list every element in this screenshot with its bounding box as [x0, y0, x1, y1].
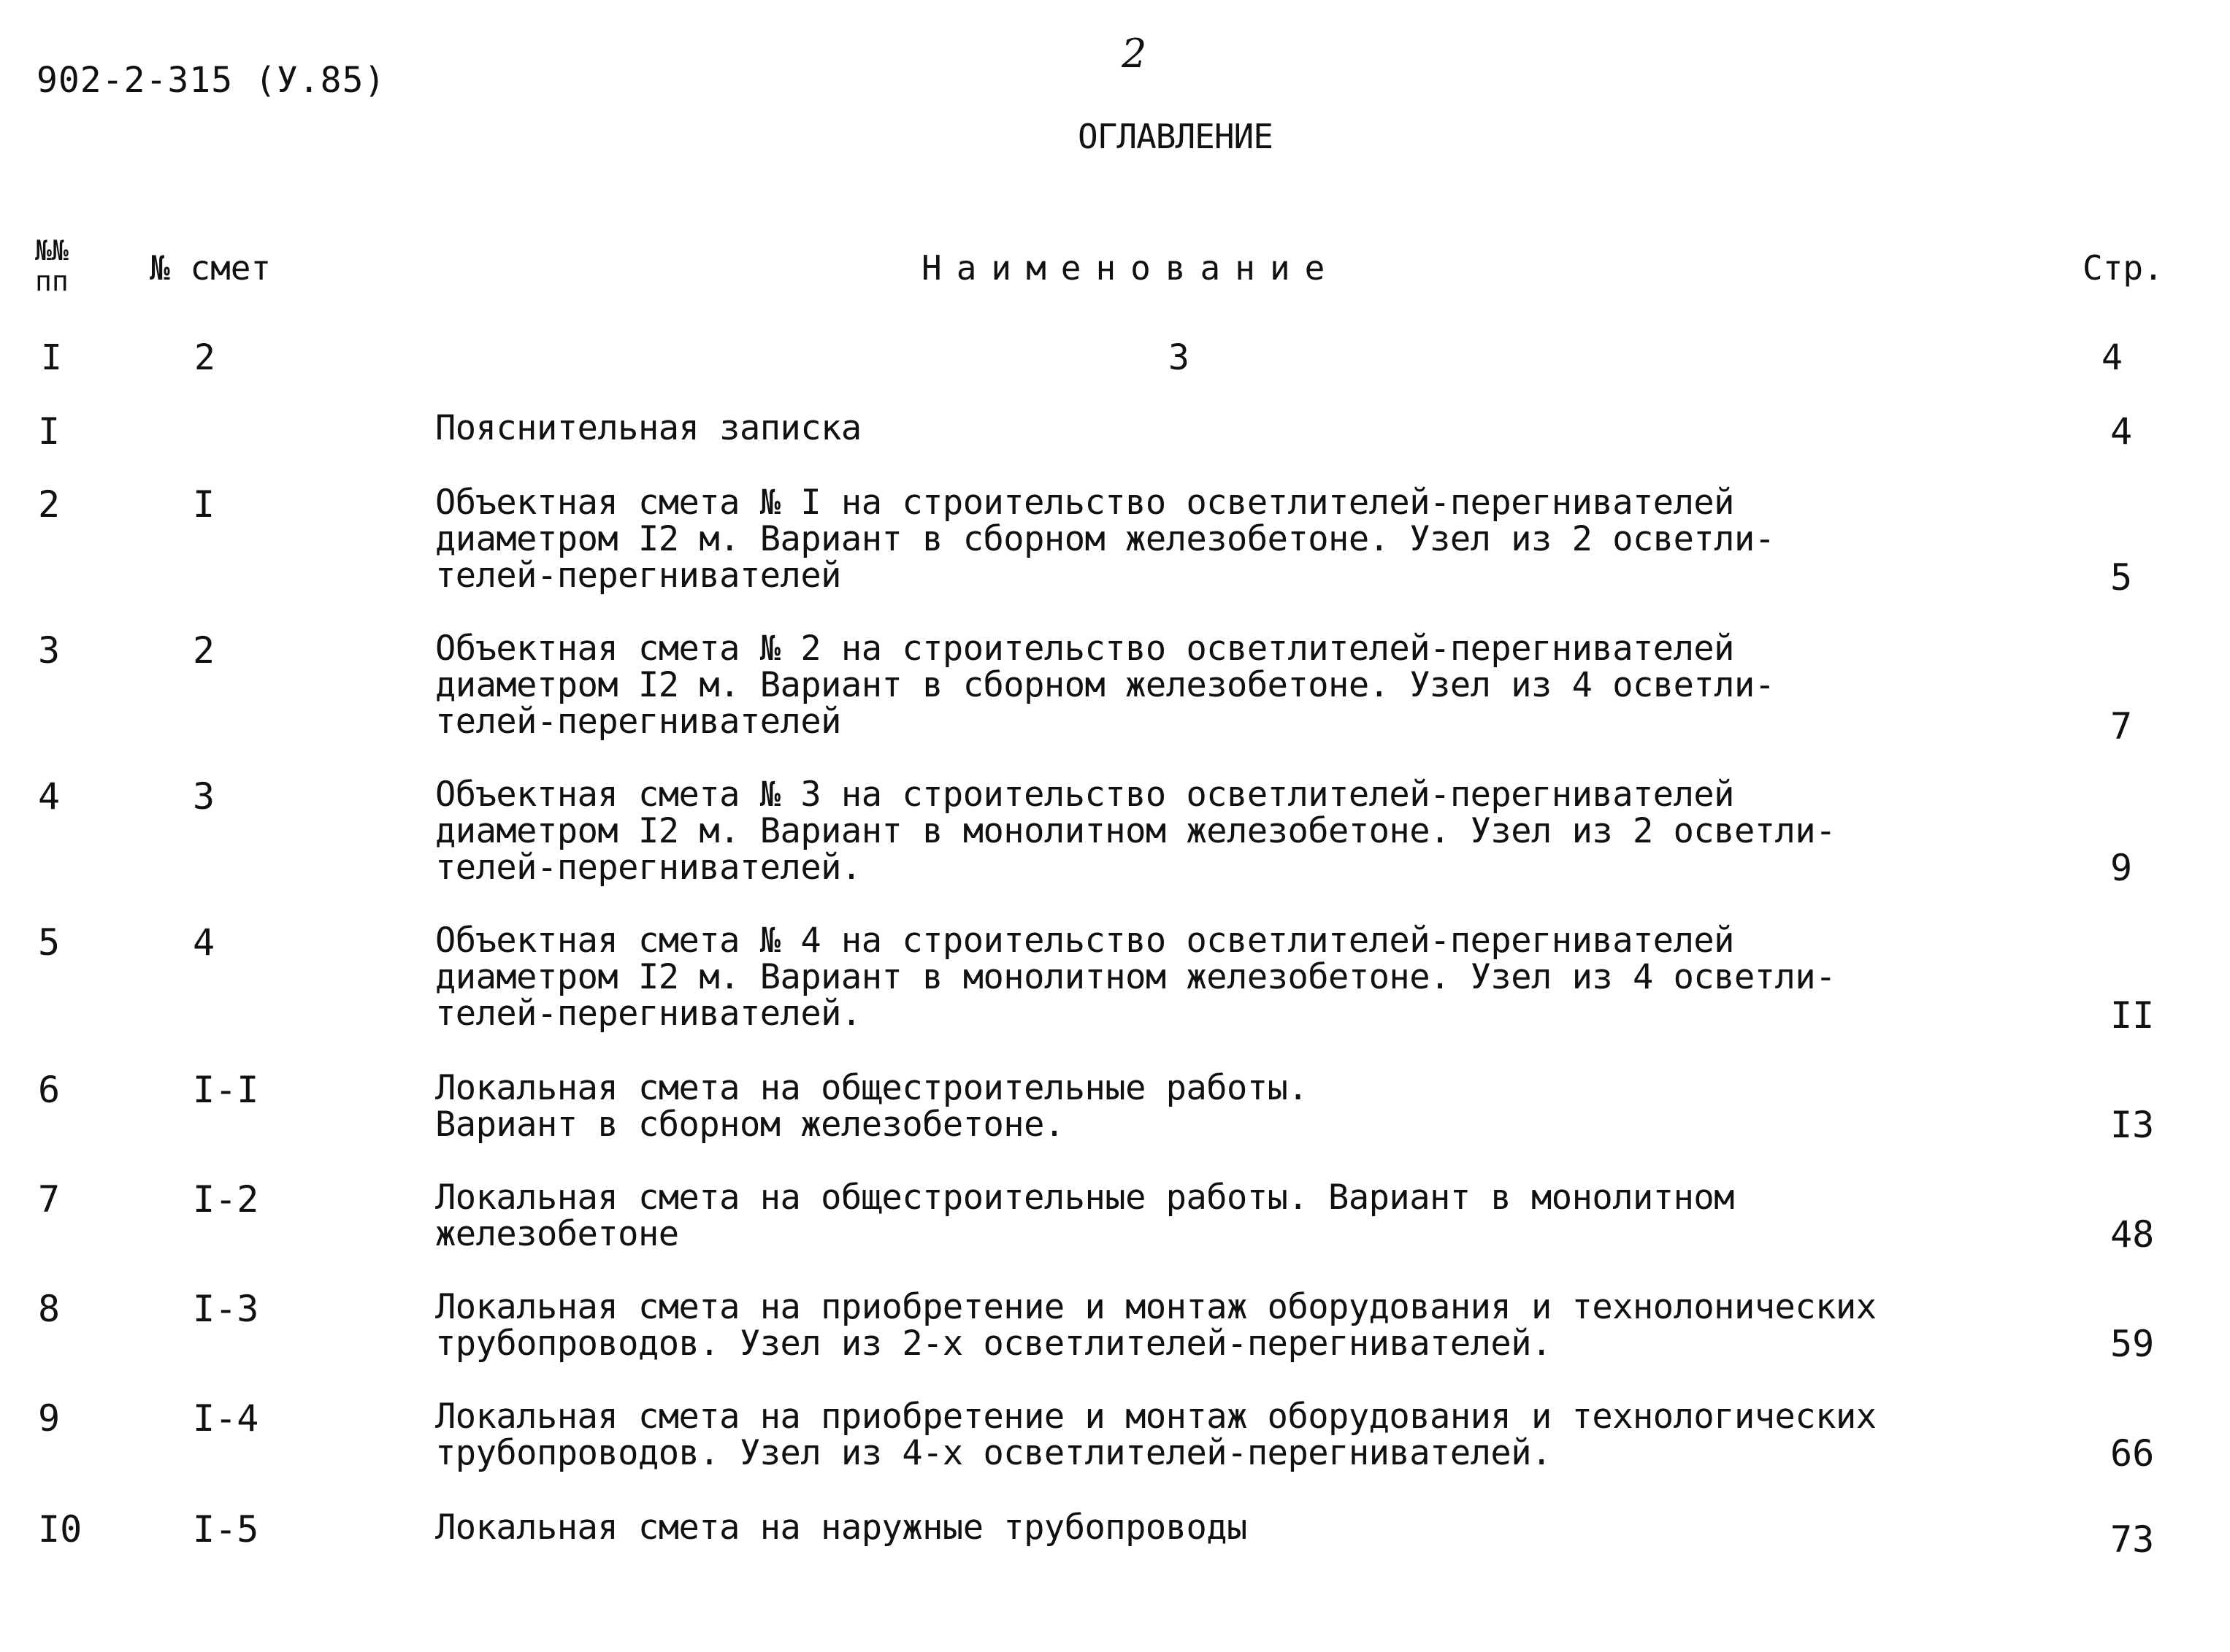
- row-name: [435, 923, 1836, 1032]
- row-page: 5: [2110, 556, 2133, 599]
- row-name-line: железобетоне: [435, 1214, 679, 1254]
- row-name-line: Локальная смета на наружные трубопроводы: [435, 1507, 1247, 1548]
- row-page: I3: [2110, 1104, 2155, 1146]
- row-number: 6: [38, 1069, 61, 1111]
- column-header-number-line1: №№: [35, 234, 69, 266]
- row-page: 66: [2110, 1432, 2155, 1475]
- row-name-line: Локальная смета на приобретение и монтаж оборудования и технолонических: [435, 1287, 1877, 1327]
- row-name-line: Объектная смета № I на строительство осветлителей-перегнивателей: [435, 483, 1734, 523]
- row-name-line: Локальная смета на общестроительные работы. Вариант в монолитном: [435, 1177, 1734, 1218]
- row-name: [435, 1177, 1734, 1254]
- row-name-line: Локальная смета на приобретение и монтаж оборудования и технологических: [435, 1396, 1877, 1437]
- column-index-4: 4: [2101, 337, 2123, 378]
- row-name: [435, 1396, 1877, 1473]
- row-name-line: диаметром I2 м. Вариант в сборном железобетоне. Узел из 4 осветли-: [435, 665, 1775, 705]
- row-estimate: 4: [193, 921, 215, 964]
- row-number: I0: [38, 1508, 83, 1551]
- row-name-line: трубопроводов. Узел из 4-х осветлителей-перегнивателей.: [435, 1433, 1552, 1473]
- document-code: 902-2-315 (У.85): [37, 60, 386, 101]
- row-name-line: Объектная смета № 2 на строительство осветлителей-перегнивателей: [435, 629, 1734, 669]
- row-number: 5: [38, 921, 61, 964]
- row-name-line: диаметром I2 м. Вариант в монолитном железобетоне. Узел из 2 осветли-: [435, 811, 1836, 851]
- row-name-line: телей-перегнивателей: [435, 702, 841, 742]
- row-name-line: диаметром I2 м. Вариант в сборном железобетоне. Узел из 2 осветли-: [435, 519, 1775, 559]
- row-number: I: [38, 410, 61, 453]
- row-estimate: I-I: [193, 1069, 259, 1111]
- row-estimate: I-4: [193, 1397, 259, 1440]
- column-header-number: [35, 235, 69, 296]
- row-name: [435, 1070, 1308, 1143]
- row-number: 3: [38, 629, 61, 672]
- row-page: 4: [2110, 410, 2133, 453]
- row-name-line: Вариант в сборном железобетоне.: [435, 1104, 1065, 1145]
- row-number: 7: [38, 1178, 61, 1221]
- row-name: [435, 631, 1775, 740]
- column-header-page: Стр.: [2083, 248, 2164, 288]
- column-header-estimate: № смет: [150, 248, 272, 288]
- row-name-line: трубопроводов. Узел из 2-х осветлителей-перегнивателей.: [435, 1323, 1552, 1364]
- row-page: 59: [2110, 1323, 2155, 1365]
- row-name: [435, 1507, 1247, 1548]
- row-name-line: телей-перегнивателей: [435, 556, 841, 596]
- row-name: [435, 777, 1836, 886]
- column-index-1: I: [41, 337, 62, 378]
- column-index-2: 2: [194, 337, 215, 378]
- row-page: 7: [2110, 705, 2133, 748]
- row-estimate: I-3: [193, 1288, 259, 1330]
- row-page: 9: [2110, 847, 2133, 889]
- row-number: 8: [38, 1288, 61, 1330]
- row-estimate: I-5: [193, 1508, 259, 1551]
- row-name: [435, 1289, 1877, 1362]
- row-name-line: Объектная смета № 3 на строительство осветлителей-перегнивателей: [435, 775, 1734, 815]
- page-title: ОГЛАВЛЕНИЕ: [1078, 117, 1273, 156]
- row-name: [435, 485, 1775, 594]
- row-name-line: Локальная смета на общестроительные работы.: [435, 1068, 1309, 1108]
- row-estimate: I-2: [193, 1178, 259, 1221]
- row-name-line: телей-перегнивателей.: [435, 994, 862, 1034]
- row-name-line: диаметром I2 м. Вариант в монолитном железобетоне. Узел из 4 осветли-: [435, 957, 1836, 997]
- row-number: 2: [38, 483, 61, 526]
- row-name-line: телей-перегнивателей.: [435, 848, 862, 888]
- row-page: 73: [2110, 1518, 2155, 1561]
- row-number: 9: [38, 1397, 61, 1440]
- column-header-name: Наименование: [921, 248, 1340, 288]
- row-name-line: Объектная смета № 4 на строительство осветлителей-перегнивателей: [435, 921, 1734, 961]
- row-estimate: 3: [193, 775, 215, 818]
- page-number: 2: [1122, 31, 1147, 77]
- row-page: 48: [2110, 1213, 2155, 1256]
- row-number: 4: [38, 775, 61, 818]
- row-name-line: Пояснительная записка: [435, 408, 862, 448]
- row-page: II: [2110, 994, 2155, 1037]
- column-index-3: 3: [1168, 337, 1189, 378]
- column-header-number-line2: пп: [35, 265, 69, 297]
- row-name: [435, 410, 862, 447]
- row-estimate: I: [193, 483, 215, 526]
- row-estimate: 2: [193, 629, 215, 672]
